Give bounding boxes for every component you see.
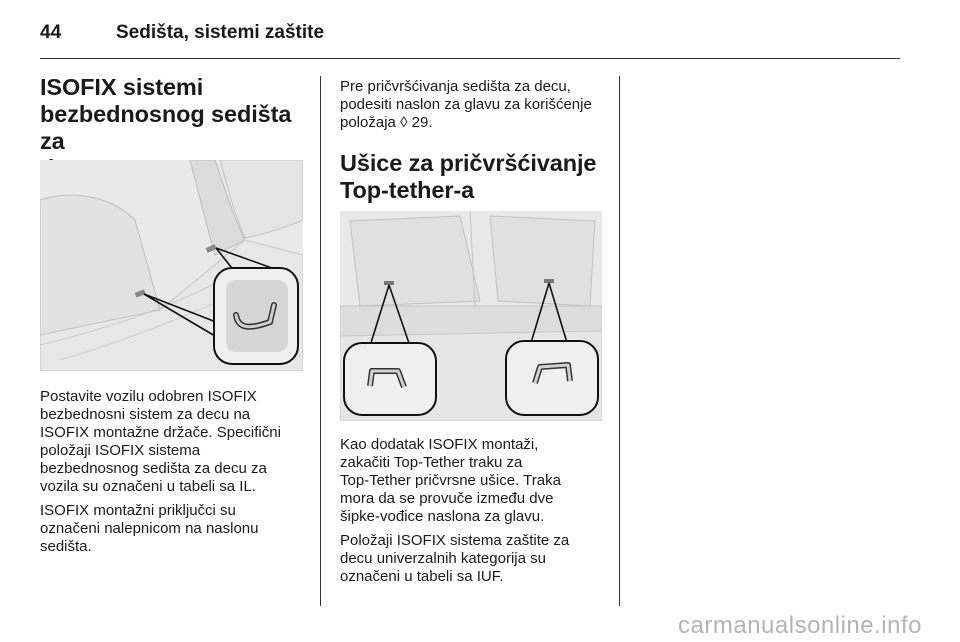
isofix-anchor-drawing [40, 160, 303, 371]
top-tether-illustration [340, 211, 602, 421]
headrest-intro-paragraph: Pre pričvršćivanja sedišta za decu, podesiti naslon za glavu za korišćenje položaja ◊ 29. [340, 78, 592, 131]
page-reference-icon: ◊ [400, 114, 408, 131]
top-tether-drawing [340, 211, 602, 421]
section-heading-top-tether: Ušice za pričvršćivanje Top-tether-a [340, 150, 597, 203]
top-tether-paragraph-1: Kao dodatak ISOFIX montaži, zakačiti Top-Tether traku za Top-Tether pričvrsne ušice. Traka mora da se provuče između dve šipke-vođice naslona za glavu. [340, 436, 561, 525]
isofix-paragraph-2: ISOFIX montažni priključci su označeni nalepnicom na naslonu sedišta. [40, 502, 259, 555]
page-reference-link[interactable]: 29. [411, 114, 433, 131]
column-middle [340, 78, 602, 204]
column-left-body [40, 388, 305, 556]
section-heading-isofix: ISOFIX sistemi bezbednosnog sedišta za [40, 74, 292, 154]
header-divider [40, 58, 900, 59]
column-divider-1 [320, 76, 321, 606]
isofix-anchor-illustration [40, 160, 303, 371]
page-number: 44 [40, 22, 62, 43]
top-tether-paragraph-2: Položaji ISOFIX sistema zaštite za decu univerzalnih kategorija su označeni u tabeli sa IUF. [340, 532, 570, 585]
column-middle-body [340, 436, 602, 586]
column-divider-2 [619, 76, 620, 606]
isofix-paragraph-1: Postavite vozilu odobren ISOFIX bezbednosni sistem za decu na ISOFIX montažne držače. Specifični položaji ISOFIX sistema bezbednosnog sedišta za decu za vozila su označeni u tabeli sa IL. [40, 388, 281, 495]
page-section-title: Sedišta, sistemi zaštite [116, 22, 325, 43]
watermark-text: carmanualsonline.info [678, 612, 922, 639]
